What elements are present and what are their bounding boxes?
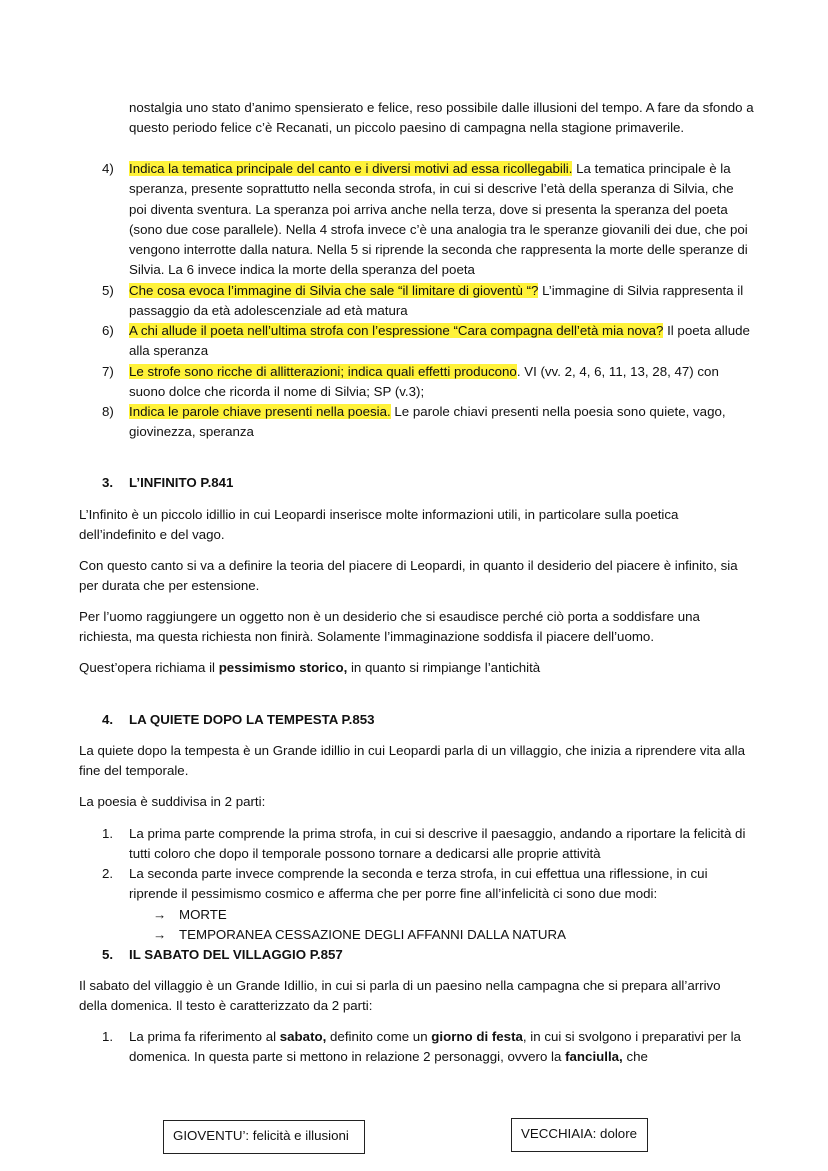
section-title: L’INFINITO P.841 [129,475,234,490]
answer-text: Il poeta allude alla speranza [129,323,750,359]
paragraph: La quiete dopo la tempesta è un Grande idillio in cui Leopardi parla di un villaggio, che inizia a riprendere vita alla fine del temporale. [79,743,746,779]
paragraph: Per l’uomo raggiungere un oggetto non è un desiderio che si esaudisce perché ciò porta a soddisfare una richiesta, ma questa richiesta non finirà. Solamente l’immaginazione soddisfa il piacere dell’uomo. [79,609,700,645]
list-number: 1. [102,1029,114,1044]
list-number: 7) [102,364,114,379]
list-text: La prima fa riferimento al [129,1029,280,1044]
answer-continuation: nostalgia uno stato d’animo spensierato e felice, reso possibile dalle illusioni del tempo. A fare da sfondo a questo periodo felice c’è Recanati, un piccolo paesino di campagna nella stagione primaverile. [129,100,754,136]
list-number: 6) [102,323,114,338]
section-title: LA QUIETE DOPO LA TEMPESTA P.853 [129,712,375,727]
question-item [129,159,754,281]
section-number: 3. [102,475,114,490]
paragraph: Il sabato del villaggio è un Grande Idillio, in cui si parla di un paesino nella campagna che si prepara all’arrivo della domenica. Il testo è caratterizzato da 2 parti: [79,978,721,1014]
sub-item: TEMPORANEA CESSAZIONE DEGLI AFFANNI DALLA NATURA [179,927,566,942]
question-item [129,362,754,403]
section-title: IL SABATO DEL VILLAGGIO P.857 [129,947,343,962]
list-text: , in cui si svolgono i preparativi per la domenica. In questa parte si mettono in relazione 2 personaggi, ovvero la [129,1029,741,1065]
section-number: 4. [102,712,114,727]
bold-term: giorno di festa [431,1029,523,1044]
question-item [129,402,754,443]
list-text: che [622,1049,648,1065]
answer-text: La tematica principale è la speranza, presente soprattutto nella seconda strofa, in cui si descrive l’età della speranza di Silvia, che poi diventa sventura. La speranza poi arriva anche nella terza, dove si presenta la speranza del poeta (sono due cose parallele). Nella 4 strofa invece c’è una analogia tra le speranze giovanili dei due, che poi vengono interrotte dalla natura. Nella 5 si riprende la seconda che rappresenta la morte delle speranze di Silvia. La 6 invece indica la morte della speranza del poeta [129,161,748,278]
paragraph-text: Quest’opera richiama il [79,660,219,675]
old-age-box: VECCHIAIA: dolore [511,1118,648,1152]
paragraph: Con questo canto si va a definire la teoria del piacere di Leopardi, in quanto il desiderio del piacere è infinito, sia per durata che per estensione. [79,558,738,594]
bold-term: fanciulla, [565,1049,623,1065]
bold-term: sabato, [279,1029,327,1044]
arrow-icon: → [153,907,167,922]
question-highlight: Le strofe sono ricche di allitterazioni; indica quali effetti producono [129,364,517,379]
question-item [129,321,754,362]
arrow-icon: → [153,927,167,942]
list-item [129,1027,754,1068]
paragraph: La poesia è suddivisa in 2 parti: [79,794,266,809]
paragraph: L’Infinito è un piccolo idillio in cui Leopardi inserisce molte informazioni utili, in particolare sulla poetica dell’indefinito e del vago. [79,507,679,543]
question-highlight: Indica la tematica principale del canto e i diversi motivi ad essa ricollegabili. [129,161,573,176]
list-item: La prima parte comprende la prima strofa, in cui si descrive il paesaggio, andando a riportare la felicità di tutti coloro che dopo il temporale possono tornare a dedicarsi alle proprie attività [129,826,746,862]
question-highlight: Indica le parole chiave presenti nella poesia. [129,404,391,419]
answer-text: L’immagine di Silvia rappresenta il passaggio da età adolescenziale ad età matura [129,283,744,319]
section-number: 5. [102,947,114,962]
list-item: La seconda parte invece comprende la seconda e terza strofa, in cui effettua una riflessione, in cui riprende il pessimismo cosmico e afferma che per porre fine all’infelicità ci sono due modi: [129,866,708,902]
paragraph-text: in quanto si rimpiange l’antichità [347,660,541,675]
list-number: 1. [102,826,114,841]
question-highlight: A chi allude il poeta nell’ultima strofa con l’espressione “Cara compagna dell’età mia nova? [129,323,664,338]
sub-item: MORTE [179,907,227,922]
list-number: 4) [102,161,114,176]
question-item [129,281,754,322]
bold-term: pessimismo storico, [218,660,348,675]
list-number: 2. [102,866,114,881]
list-text: definito come un [326,1029,432,1044]
paragraph [79,658,751,678]
list-number: 8) [102,404,114,419]
youth-box: GIOVENTU’: felicità e illusioni [163,1120,365,1154]
list-number: 5) [102,283,114,298]
answer-text: Le parole chiavi presenti nella poesia sono quiete, vago, giovinezza, speranza [129,404,726,440]
question-highlight: Che cosa evoca l’immagine di Silvia che sale “il limitare di gioventù “? [129,283,539,298]
answer-text: . VI (vv. 2, 4, 6, 11, 13, 28, 47) con suono dolce che ricorda il nome di Silvia; SP (v.3); [129,364,719,400]
